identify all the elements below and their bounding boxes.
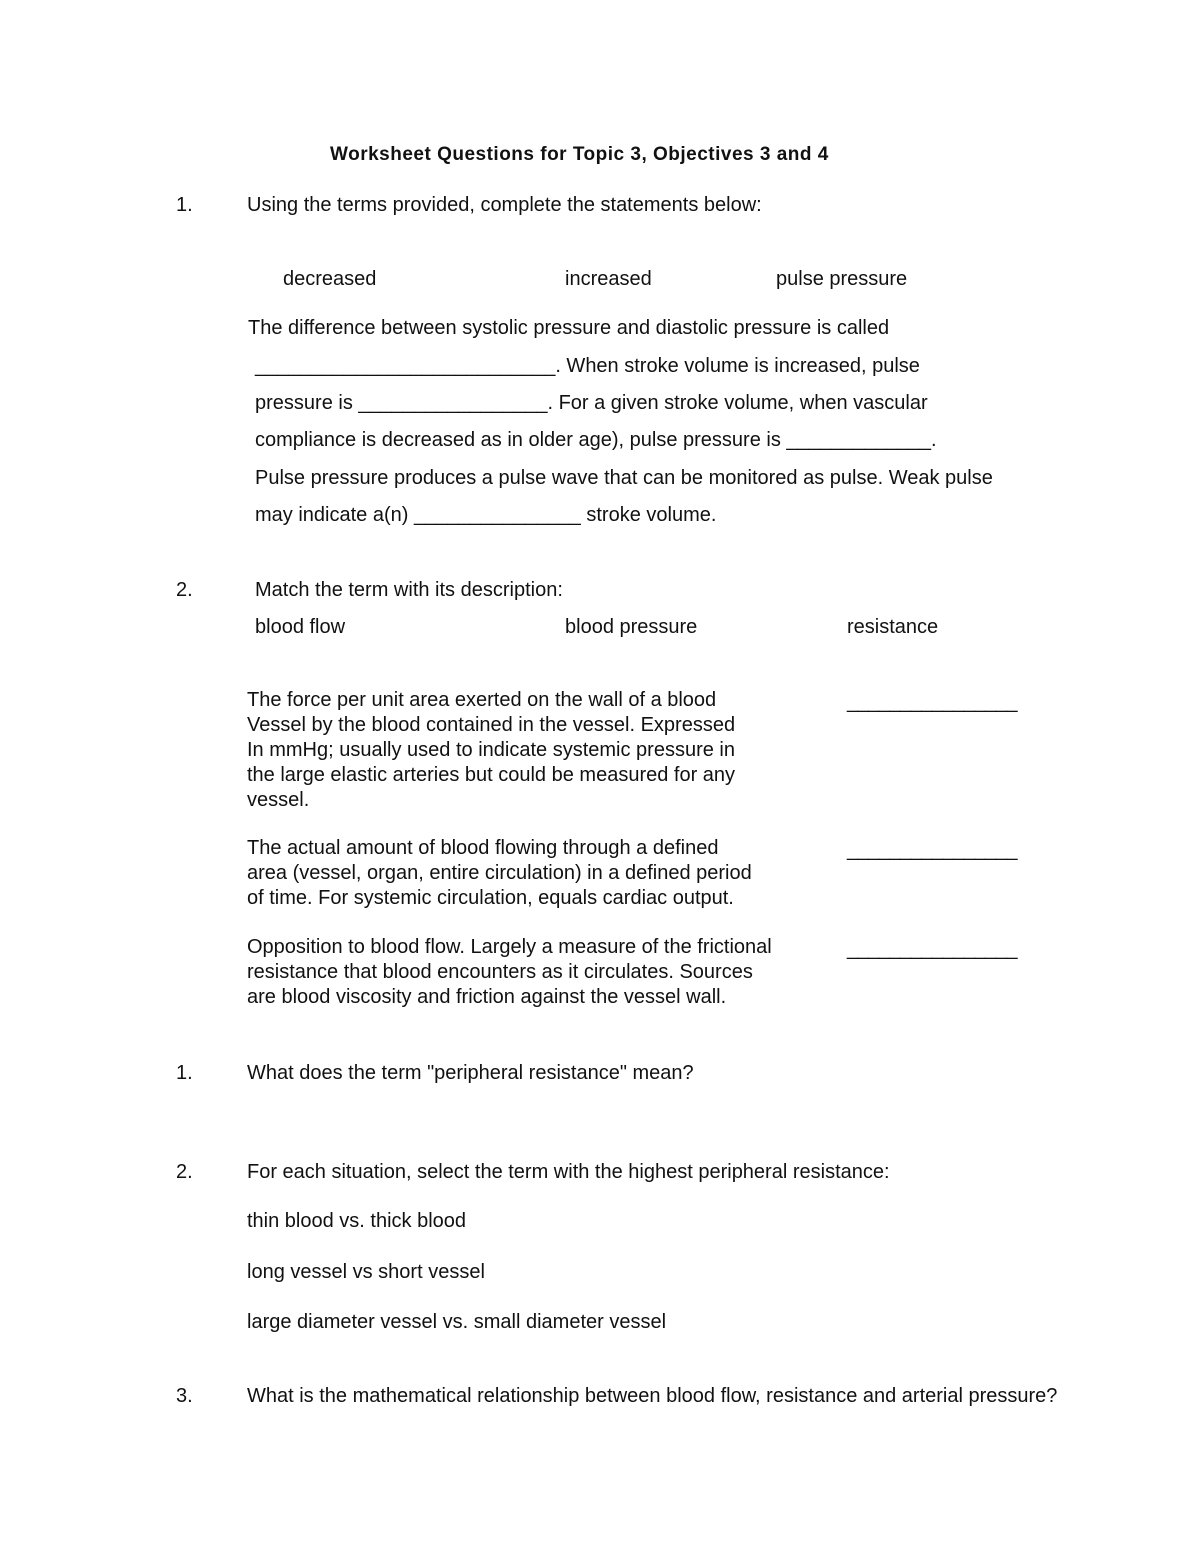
question-5-number: 3. bbox=[176, 1385, 193, 1407]
description-2 bbox=[247, 836, 837, 911]
term-increased: increased bbox=[565, 268, 652, 290]
paragraph-line: pressure is _________________. For a given stroke volume, when vascular bbox=[255, 392, 928, 414]
option-thin-thick-blood: thin blood vs. thick blood bbox=[247, 1210, 467, 1232]
paragraph-line: ___________________________. When stroke volume is increased, pulse bbox=[255, 355, 920, 377]
question-2-prompt: Match the term with its description: bbox=[255, 579, 563, 601]
description-line: the large elastic arteries but could be measured for any bbox=[247, 764, 736, 786]
description-line: resistance that blood encounters as it circulates. Sources bbox=[247, 961, 753, 983]
question-1-prompt: Using the terms provided, complete the statements below: bbox=[247, 194, 762, 216]
description-line: Vessel by the blood contained in the vessel. Expressed bbox=[247, 714, 736, 736]
term-blood-pressure: blood pressure bbox=[565, 616, 698, 638]
paragraph-line: The difference between systolic pressure and diastolic pressure is called bbox=[248, 317, 890, 339]
question-4-number: 2. bbox=[176, 1161, 193, 1183]
question-5-prompt: What is the mathematical relationship between blood flow, resistance and arterial pressure? bbox=[247, 1385, 1058, 1407]
term-pulse-pressure: pulse pressure bbox=[776, 268, 908, 290]
answer-blank-3[interactable]: ________________ bbox=[847, 938, 1017, 960]
description-line: The force per unit area exerted on the wall of a blood bbox=[247, 689, 717, 711]
answer-blank-1[interactable]: ________________ bbox=[847, 691, 1017, 713]
description-line: are blood viscosity and friction against the vessel wall. bbox=[247, 986, 727, 1008]
page-title: Worksheet Questions for Topic 3, Objectives 3 and 4 bbox=[330, 144, 829, 165]
description-line: The actual amount of blood flowing through a defined bbox=[247, 837, 719, 859]
paragraph-line: may indicate a(n) _______________ stroke volume. bbox=[255, 504, 717, 526]
option-long-short-vessel: long vessel vs short vessel bbox=[247, 1261, 485, 1283]
description-1 bbox=[247, 688, 837, 813]
term-resistance: resistance bbox=[847, 616, 939, 638]
question-3-prompt: What does the term "peripheral resistance" mean? bbox=[247, 1062, 694, 1084]
question-4-prompt: For each situation, select the term with the highest peripheral resistance: bbox=[247, 1161, 890, 1183]
description-line: Opposition to blood flow. Largely a measure of the frictional bbox=[247, 936, 772, 958]
description-line: area (vessel, organ, entire circulation) in a defined period bbox=[247, 862, 752, 884]
description-line: vessel. bbox=[247, 789, 310, 811]
description-3 bbox=[247, 935, 837, 1010]
term-blood-flow: blood flow bbox=[255, 616, 346, 638]
paragraph-line: Pulse pressure produces a pulse wave that can be monitored as pulse. Weak pulse bbox=[255, 467, 993, 489]
question-1-number: 1. bbox=[176, 194, 193, 216]
description-line: In mmHg; usually used to indicate systemic pressure in bbox=[247, 739, 735, 761]
description-line: of time. For systemic circulation, equals cardiac output. bbox=[247, 887, 734, 909]
question-2-number: 2. bbox=[176, 579, 193, 601]
answer-blank-2[interactable]: ________________ bbox=[847, 839, 1017, 861]
term-decreased: decreased bbox=[283, 268, 377, 290]
option-diameter-vessel: large diameter vessel vs. small diameter vessel bbox=[247, 1311, 667, 1333]
question-3-number: 1. bbox=[176, 1062, 193, 1084]
paragraph-line: compliance is decreased as in older age), pulse pressure is _____________. bbox=[255, 429, 937, 451]
